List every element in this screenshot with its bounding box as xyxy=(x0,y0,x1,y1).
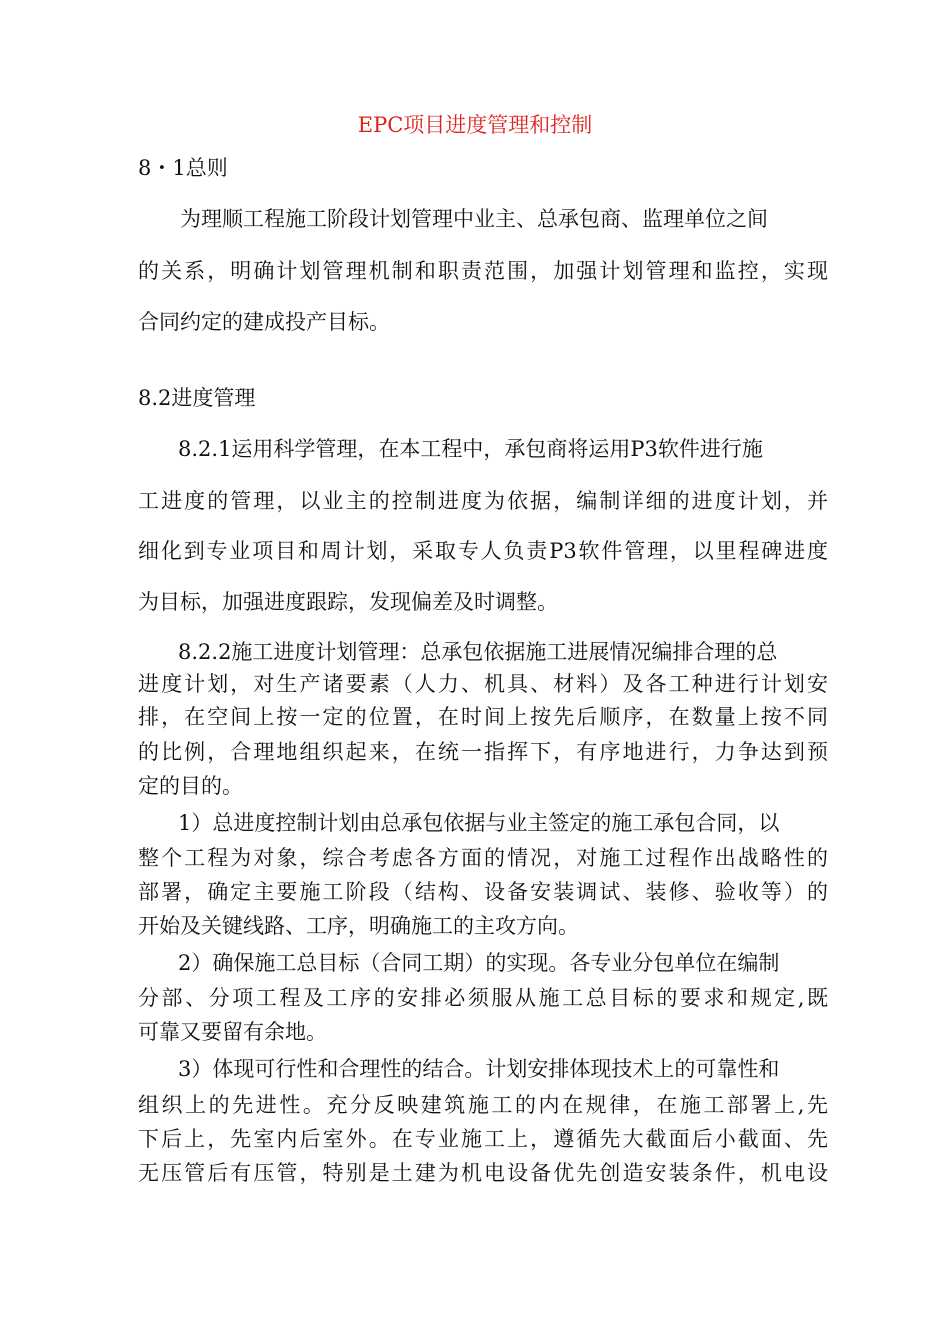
paragraph-line: 的关系，明确计划管理机制和职责范围，加强计划管理和监控，实现 xyxy=(138,259,828,283)
paragraph-line: 整个工程为对象，综合考虑各方面的情况，对施工过程作出战略性的 xyxy=(138,846,828,870)
paragraph-line: 部署，确定主要施工阶段（结构、设备安装调试、装修、验收等）的 xyxy=(138,880,828,904)
section-heading-8-2: 8.2进度管理 xyxy=(138,386,256,410)
paragraph-line: 无压管后有压管，特别是土建为机电设备优先创造安装条件，机电设 xyxy=(138,1161,828,1185)
paragraph-line: 组织上的先进性。充分反映建筑施工的内在规律，在施工部署上,先 xyxy=(138,1093,828,1117)
paragraph-line: 的比例，合理地组织起来，在统一指挥下，有序地进行，力争达到预 xyxy=(138,740,828,764)
paragraph-line: 工进度的管理，以业主的控制进度为依据，编制详细的进度计划，并 xyxy=(138,489,828,513)
paragraph-line: 可靠又要留有余地。 xyxy=(138,1020,327,1044)
paragraph-line: 合同约定的建成投产目标。 xyxy=(138,310,390,334)
paragraph-line: 分部、分项工程及工序的安排必须服从施工总目标的要求和规定,既 xyxy=(138,986,828,1010)
paragraph-line: 1）总进度控制计划由总承包依据与业主签定的施工承包合同，以 xyxy=(178,811,780,835)
paragraph-line: 2）确保施工总目标（合同工期）的实现。各专业分包单位在编制 xyxy=(178,951,780,975)
paragraph-line: 下后上，先室内后室外。在专业施工上，遵循先大截面后小截面、先 xyxy=(138,1127,828,1151)
paragraph-line: 3）体现可行性和合理性的结合。计划安排体现技术上的可靠性和 xyxy=(178,1057,780,1081)
paragraph-line: 为目标，加强进度跟踪，发现偏差及时调整。 xyxy=(138,590,558,614)
paragraph-line: 定的目的。 xyxy=(138,774,243,798)
paragraph-line: 8.2.2施工进度计划管理：总承包依据施工进展情况编排合理的总 xyxy=(178,640,778,664)
paragraph-line: 细化到专业项目和周计划，采取专人负责P3软件管理，以里程碑进度 xyxy=(138,539,828,563)
paragraph-line: 8.2.1运用科学管理，在本工程中，承包商将运用P3软件进行施 xyxy=(178,437,763,461)
paragraph-line: 开始及关键线路、工序，明确施工的主攻方向。 xyxy=(138,914,579,938)
paragraph-line: 排，在空间上按一定的位置，在时间上按先后顺序，在数量上按不同 xyxy=(138,705,828,729)
document-title: EPC项目进度管理和控制 xyxy=(357,113,593,137)
paragraph-line: 为理顺工程施工阶段计划管理中业主、总承包商、监理单位之间 xyxy=(180,207,768,231)
paragraph-line: 进度计划，对生产诸要素（人力、机具、材料）及各工种进行计划安 xyxy=(138,672,828,696)
section-heading-8-1: 8・1总则 xyxy=(138,156,228,180)
